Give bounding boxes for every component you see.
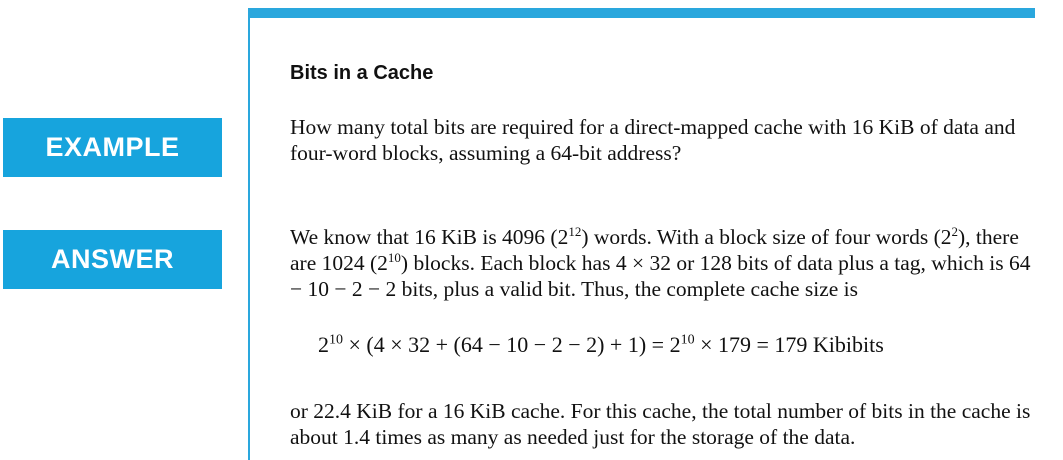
answer-exponent: 10 <box>387 249 401 265</box>
cache-size-equation <box>318 332 884 358</box>
vertical-rule <box>248 8 250 460</box>
equation-exponent: 10 <box>680 332 695 348</box>
answer-text <box>290 224 1035 302</box>
equation-base: 2 <box>318 332 329 357</box>
section-heading: Bits in a Cache <box>290 62 434 84</box>
top-rule <box>248 8 1035 18</box>
answer-text-part: ) blocks. Each block has 4 × 32 or 128 bits of data plus a tag, which is 64 − 10 − 2 − 2 bits, plus a valid bit. Thus, the complete cache size is <box>290 251 1031 301</box>
equation-exponent: 10 <box>329 332 343 348</box>
answer-text-part: We know that 16 KiB is 4096 (2 <box>290 225 569 249</box>
answer-exponent: 12 <box>568 223 582 239</box>
example-label: EXAMPLE <box>3 118 222 177</box>
answer-text-part: ) words. With a block size of four words (2 <box>581 225 952 249</box>
answer-exponent: 2 <box>951 223 958 239</box>
equation-result: × 179 = 179 Kibibits <box>694 332 884 357</box>
equation-middle: × (4 × 32 + (64 − 10 − 2 − 2) + 1) = <box>343 332 670 357</box>
answer-label: ANSWER <box>3 230 222 289</box>
conclusion-text: or 22.4 KiB for a 16 KiB cache. For this cache, the total number of bits in the cache is about 1.4 times as many as needed just for the storage of the data. <box>290 399 1031 449</box>
equation-base: 2 <box>669 332 681 357</box>
question-text: How many total bits are required for a direct-mapped cache with 16 KiB of data and four-word blocks, assuming a 64-bit address? <box>290 115 1016 165</box>
answer-text-part: ), there are 1024 (2 <box>290 225 1019 275</box>
